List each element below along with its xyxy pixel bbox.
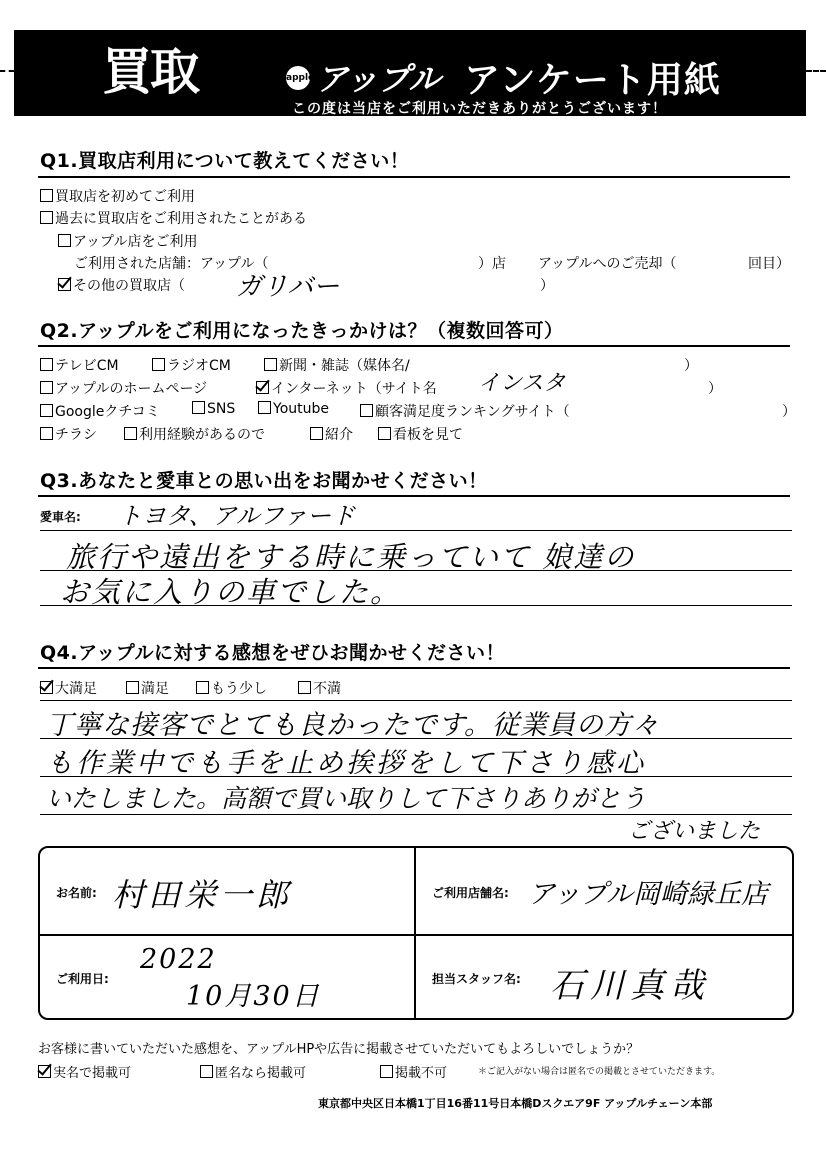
option-label: 大満足 [55, 681, 97, 697]
brand-logo: アップル [316, 60, 441, 98]
checkbox[interactable] [124, 427, 137, 440]
checked-checkbox[interactable] [40, 681, 53, 694]
name-value[interactable]: 村田栄一郎 [112, 876, 293, 914]
q2-option-tv[interactable] [40, 355, 119, 375]
q1-count-label: アップルへのご売却（ [538, 256, 677, 272]
writing-line [40, 700, 792, 701]
option-label: 満足 [141, 681, 169, 697]
checked-checkbox[interactable] [58, 278, 71, 291]
q1-other-store-value[interactable]: ガリバー [236, 272, 340, 302]
box-horizontal-divider [40, 934, 792, 936]
page-title: アンケート用紙 [464, 60, 721, 101]
q4-answer-line-1[interactable]: 丁寧な接客でとても良かったです。従業員の方々 [46, 710, 660, 741]
checkbox[interactable] [192, 401, 205, 414]
q1-divider [38, 176, 790, 178]
checkbox[interactable] [40, 427, 53, 440]
option-label: 不満 [313, 681, 341, 697]
date-label: ご利用日: [56, 972, 109, 986]
option-label: アップル店をご利用 [73, 234, 198, 250]
q1-store-suffix: ）店 [478, 256, 506, 272]
q4-option-very-satisfied[interactable] [40, 678, 97, 698]
consent-note: ＊ご記入がない場合は匿名での掲載とさせていただきます。 [478, 1067, 721, 1077]
checkbox[interactable] [40, 404, 53, 417]
q2-option-internet[interactable] [256, 378, 437, 398]
option-label: 掲載不可 [395, 1066, 448, 1081]
customer-info-box [38, 846, 794, 1020]
q3-answer-line-1[interactable]: 旅行や遠出をする時に乗っていて 娘達の [66, 540, 636, 574]
kaitori-logo: 買取 [102, 43, 198, 101]
q3-title: Q3.あなたと愛車との思い出をお聞かせください！ [40, 470, 488, 492]
option-label: 匿名なら掲載可 [215, 1066, 307, 1081]
option-label: SNS [207, 401, 236, 417]
q4-answer-line-2[interactable]: も作業中でも手を止め挨拶をして下さり感心 [46, 748, 646, 779]
consent-not-allowed[interactable] [380, 1062, 447, 1081]
option-label: もう少し [211, 681, 267, 697]
q2-internet-value[interactable]: インスタ [478, 371, 566, 396]
checked-checkbox[interactable] [38, 1065, 51, 1078]
apple-logo-icon: apple [286, 66, 310, 90]
q2-divider [38, 345, 790, 347]
option-label: Googleクチコミ [55, 404, 160, 420]
checkbox[interactable] [310, 427, 323, 440]
writing-line [40, 738, 792, 739]
q4-option-satisfied[interactable] [126, 678, 169, 698]
q2-option-signboard[interactable] [378, 424, 463, 444]
car-name-value[interactable]: トヨタ、アルファード [118, 502, 356, 530]
date-year-value[interactable]: 2022 [140, 944, 217, 975]
checkbox[interactable] [40, 358, 53, 371]
checkbox[interactable] [360, 404, 373, 417]
thanks-message: この度は当店をご利用いただきありがとうございます！ [292, 101, 667, 117]
q2-option-google[interactable] [40, 401, 160, 421]
checkbox[interactable] [258, 401, 271, 414]
option-label: Youtube [273, 401, 329, 417]
option-label: その他の買取店（ [73, 278, 185, 294]
cut-line-right [806, 70, 826, 72]
q1-store-label: ご利用された店舗：アップル（ [74, 256, 269, 272]
option-label: チラシ [55, 427, 97, 443]
q2-option-youtube[interactable] [258, 401, 329, 417]
checkbox[interactable] [200, 1065, 213, 1078]
checkbox[interactable] [40, 381, 53, 394]
q2-option-referral[interactable] [310, 424, 353, 444]
q4-answer-line-4[interactable]: ございました [628, 819, 761, 844]
staff-label: 担当スタッフ名: [432, 972, 521, 986]
q4-title: Q4.アップルに対する感想をぜひお聞かせください！ [40, 642, 506, 664]
q1-option-apple[interactable] [58, 231, 197, 251]
checkbox[interactable] [152, 358, 165, 371]
header-banner [14, 30, 806, 116]
store-name-label: ご利用店舗名: [432, 886, 509, 900]
option-label: 顧客満足度ランキングサイト（ [375, 404, 570, 420]
car-name-label: 愛車名: [40, 510, 81, 524]
option-label: 過去に買取店をご利用されたことがある [55, 211, 307, 227]
q2-title: Q2.アップルをご利用になったきっかけは？（複数回答可） [40, 320, 564, 342]
consent-anonymous[interactable] [200, 1062, 306, 1081]
q4-divider [38, 667, 790, 669]
option-label: ラジオCM [167, 358, 231, 374]
consent-real-name[interactable] [38, 1062, 131, 1081]
option-label: 利用経験があるので [139, 427, 265, 443]
q2-option-flyer[interactable] [40, 424, 97, 444]
writing-line [40, 605, 792, 606]
q3-answer-line-2[interactable]: お気に入りの車でした。 [60, 575, 402, 609]
checkbox[interactable] [380, 1065, 393, 1078]
date-monthday-value[interactable]: 10月30日 [186, 981, 321, 1012]
footer-address: 東京都中央区日本橋1丁目16番11号日本橋Dスクエア9F アップルチェーン本部 [318, 1097, 713, 1110]
q4-answer-line-3[interactable]: いたしました。高額で買い取りして下さりありがとう [46, 784, 647, 813]
name-label: お名前: [56, 886, 97, 900]
q1-option-used-before[interactable] [40, 208, 307, 228]
q2-option-news[interactable] [264, 355, 410, 375]
writing-line [40, 776, 792, 777]
option-label: インターネット（サイト名 [271, 381, 437, 397]
checkbox[interactable] [196, 681, 209, 694]
writing-line [40, 530, 792, 531]
q4-option-unsatisfied[interactable] [298, 678, 341, 698]
q2-option-ranking[interactable] [360, 401, 570, 421]
checked-checkbox[interactable] [256, 381, 269, 394]
q2-option-homepage[interactable] [40, 378, 207, 398]
cut-line-left [0, 70, 14, 72]
checkbox[interactable] [378, 427, 391, 440]
consent-question: お客様に書いていただいた感想を、アップルHPや広告に掲載させていただいてもよろしいでしょうか？ [38, 1042, 640, 1057]
checkbox[interactable] [40, 189, 53, 202]
q1-count-suffix: 回目） [748, 256, 790, 272]
option-label: 看板を見て [393, 427, 463, 443]
box-vertical-divider [414, 848, 416, 1018]
q1-title: Q1.買取店利用について教えてください！ [40, 150, 410, 172]
q2-news-close: ） [684, 358, 698, 374]
checkbox[interactable] [264, 358, 277, 371]
option-label: 新聞・雑誌（媒体名/ [279, 358, 410, 374]
q2-internet-close: ） [708, 381, 722, 397]
option-label: 買取店を初めてご利用 [55, 189, 195, 205]
q2-option-experience[interactable] [124, 424, 265, 444]
q1-other-close: ） [540, 278, 554, 294]
option-label: アップルのホームページ [55, 381, 208, 397]
checkbox[interactable] [298, 681, 311, 694]
q2-option-radio[interactable] [152, 355, 231, 375]
option-label: テレビCM [55, 358, 119, 374]
option-label: 紹介 [325, 427, 353, 443]
q1-option-other[interactable] [58, 275, 185, 295]
option-label: 実名で掲載可 [53, 1066, 132, 1081]
checkbox[interactable] [40, 211, 53, 224]
q4-option-more[interactable] [196, 678, 267, 698]
checkbox[interactable] [58, 234, 71, 247]
q1-option-first-time[interactable] [40, 186, 195, 206]
staff-value[interactable]: 石川真哉 [550, 966, 710, 1006]
q2-option-sns[interactable] [192, 401, 235, 417]
store-name-value[interactable]: アップル岡崎緑丘店 [528, 879, 769, 910]
q2-ranking-close: ） [782, 404, 796, 420]
checkbox[interactable] [126, 681, 139, 694]
